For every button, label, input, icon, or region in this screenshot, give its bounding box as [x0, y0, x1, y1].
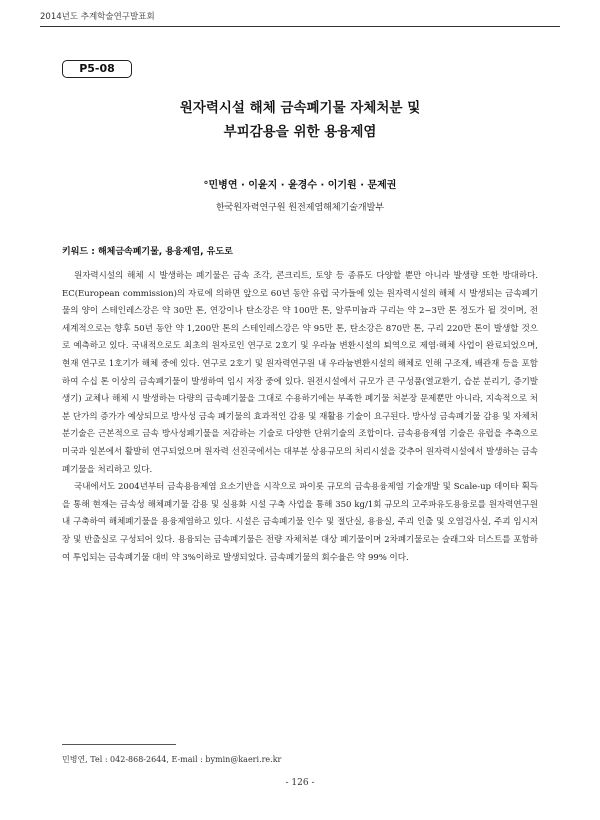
paper-title-line1: 원자력시설 해체 금속폐기물 자체처분 및	[179, 100, 421, 116]
page-number: - 126 -	[285, 778, 315, 788]
conference-header: 2014년도 추계학술연구발표회	[40, 12, 155, 22]
corresponding-author-footnote: 민병연, Tel : 042-868-2644, E-mail : bymin@kaeri.re.kr	[62, 755, 282, 764]
author-list: °민병연 · 이윤지 · 윤경수 · 이기원 · 문제권	[203, 180, 397, 191]
paper-title-line2: 부피감용을 위한 용융제염	[223, 124, 377, 140]
paper-code-badge: P5-08	[62, 60, 132, 78]
body-paragraph-2: 국내에서도 2004년부터 금속용융제염 요소기반을 시작으로 파이롯 규모의 금속용융제염 기술개발 및 Scale-up 데이타 획득을 통해 현재는 금속성 해체폐기물 감용 및 실용화 시설 구축 사업을 통해 350 kg/1회 규모의 고주파유도용융로를 원자력연구원내 구축하여 해체폐기물을 용융제염하고 있다. 시설은 금속폐기물 인수 및 절단실, 용융실, 주괴 인출 및 오염검사실, 주괴 임시저장 및 반출실로 구성되어 있다. 용융되는 금속폐기물은 전량 자체처분 대상 폐기물이며 2차폐기물로는 슬래그와 더스트를 포함하여 투입되는 금속폐기물 대비 약 3%이하로 발생되었다. 금속폐기물의 회수율은 약 99% 이다.	[62, 482, 538, 563]
affiliation: 한국원자력연구원 원전제염해체기술개발부	[215, 203, 385, 213]
body-paragraph-1: 원자력시설의 해체 시 발생하는 폐기물은 금속 조각, 콘크리트, 토양 등 종류도 다양할 뿐만 아니라 발생량 또한 방대하다. EC(European commission)의 자료에 의하면 앞으로 60년 동안 유럽 국가들에 있는 원자력시설의 해체 시 발생되는 금속폐기물의 양이 스테인레스강은 약 30만 톤, 연강이나 탄소강은 약 100만 톤, 알루미늄과 구리는 약 2~3만 톤 정도가 될 것이며, 전 세계적으로는 향후 50년 동안 약 1,200만 톤의 스테인레스강은 약 95만 톤, 탄소강은 870만 톤, 구리 220만 톤이 발생할 것으로 예측하고 있다. 국내적으로도 최초의 원자로인 연구로 2호기 및 우라늄 변환시설의 퇴역으로 제염·해체 사업이 완료되었으며, 현재 연구로 1호기가 해체 중에 있다. 연구로 2호기 및 원자력연구원 내 우라늄변환시설의 해체로 인해 구조재, 배관재 등을 포함하여 수십 톤 이상의 금속폐기물이 발생하여 임시 저장 중에 있다. 원전시설에서 규모가 큰 구성품(열교환기, 습분 분리기, 증기발생기) 교체나 해체 시 발생하는 다량의 금속폐기물을 그대로 수용하기에는 부족한 폐기물 처분장 문제뿐만 아니라, 지속적으로 처분 단가의 증가가 예상되므로 방사성 금속 폐기물의 효과적인 감용 및 재활용 기술이 요구된다. 방사성 금속폐기물 감용 및 자체처분기술은 근본적으로 금속 방사성폐기물을 저감하는 기술로 다양한 단위기술의 조합이다. 금속용융제염 기술은 유럽을 추축으로 미국과 일본에서 활발히 연구되었으며 원자력 선진국에서는 대부분 상용규모의 처리시설을 갖추어 원자력시설에서 발생하는 금속폐기물을 처리하고 있다.	[62, 271, 538, 475]
header-divider	[40, 26, 560, 27]
body-text	[62, 268, 538, 567]
keywords: 키워드 : 해체금속폐기물, 용융제염, 유도로	[62, 247, 233, 257]
footnote-divider	[62, 744, 176, 745]
